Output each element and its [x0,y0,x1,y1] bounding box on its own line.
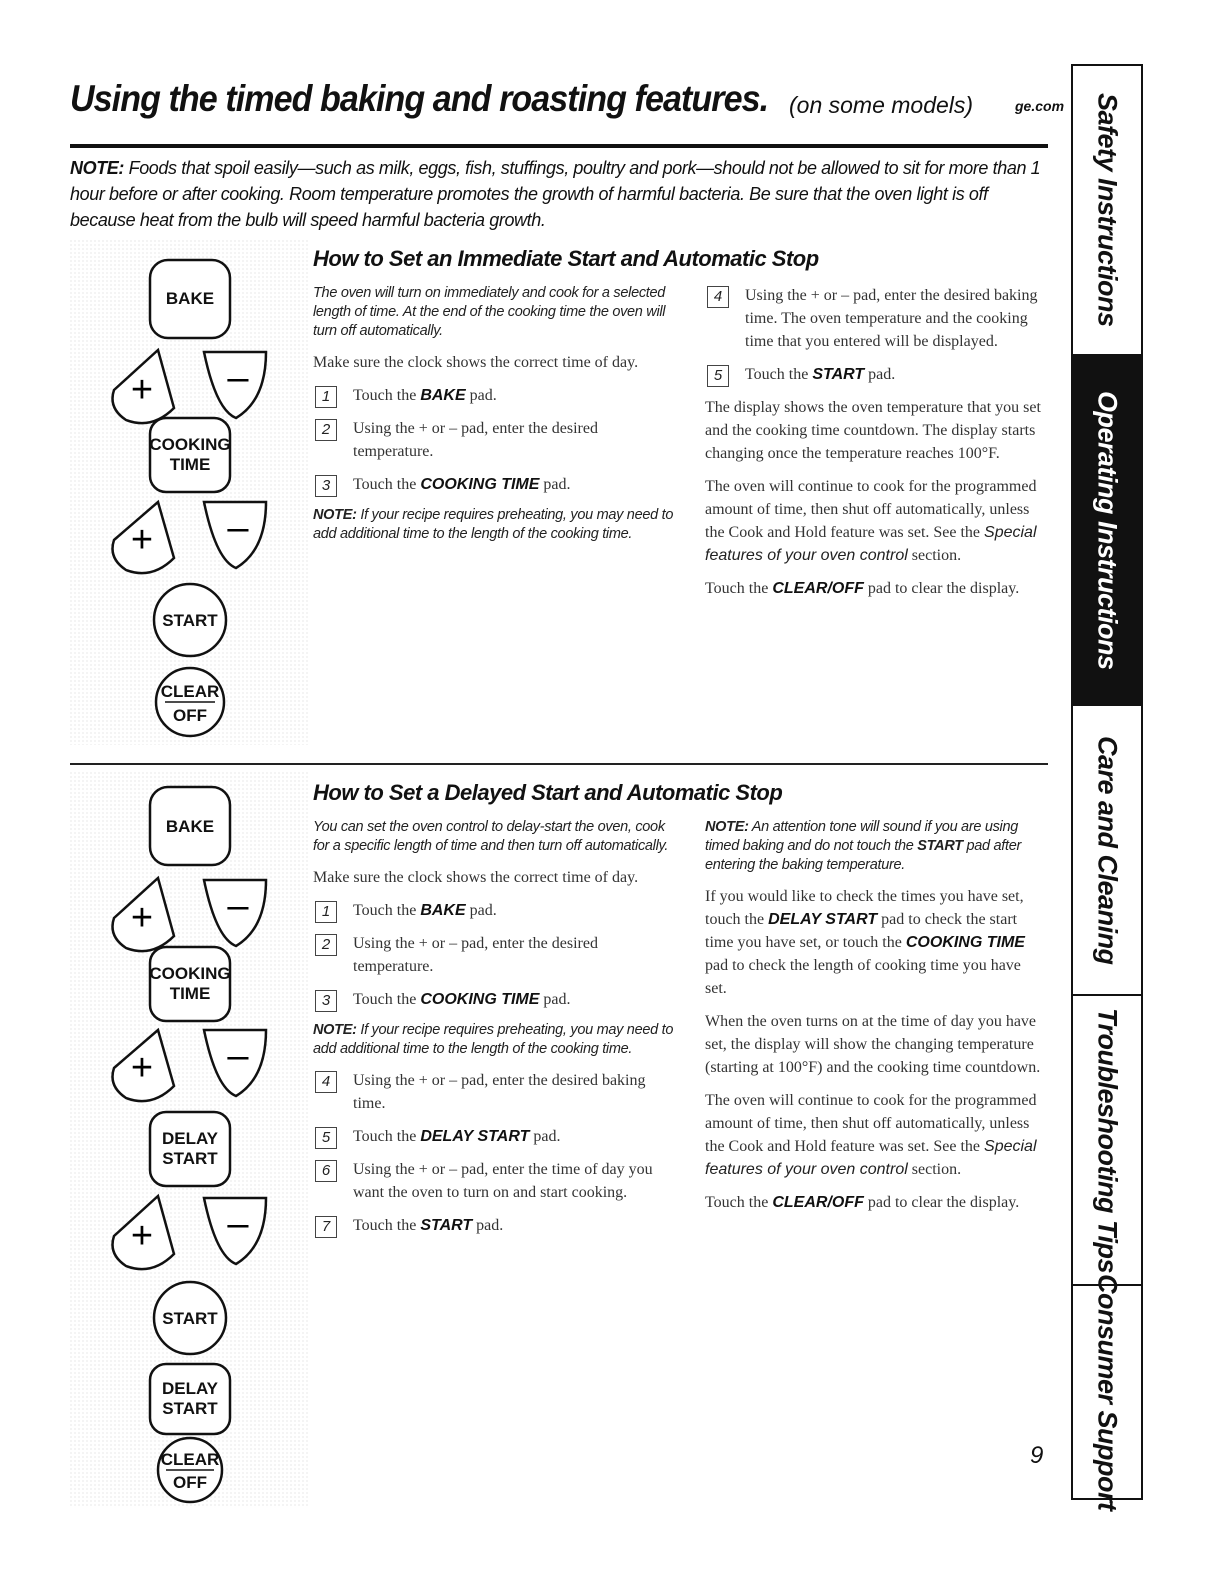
section2-attention-note: NOTE: An attention tone will sound if you are using timed baking and do not touch the START pad after entering the baking temperature. [705,819,1022,873]
tab-label: Safety Instructions [1092,93,1123,327]
section2-step-3: 3 Touch the COOKING TIME pad. [313,988,678,1011]
tab-safety-instructions[interactable] [1073,66,1141,356]
step-number: 7 [315,1216,337,1238]
svg-text:DELAY: DELAY [161,1379,219,1398]
svg-text:START: START [162,1309,218,1328]
svg-text:START: START [162,1399,218,1418]
section1-continue-text: The oven will continue to cook for the programmed amount of time, then shut off automatically, unless the Cook and Hold feature was set. See the Special features of your oven control section. [705,478,1037,564]
step-number: 5 [707,365,729,387]
page-title: Using the timed baking and roasting features. [70,78,769,119]
section2-note: NOTE: If your recipe requires preheating, you may need to add additional time to the length of the cooking time. [313,1022,674,1057]
svg-text:BAKE: BAKE [165,817,215,836]
section1-left-column [313,284,678,554]
section1-intro: The oven will turn on immediately and cook for a selected length of time. At the end of the cooking time the oven will turn off automatically. [313,285,666,339]
step-number: 6 [315,1160,337,1182]
svg-text:COOKING: COOKING [149,964,231,983]
section1-step-2: 2 Using the + or – pad, enter the desired temperature. [313,417,678,463]
cooking-time-pad [149,947,230,1021]
tab-label: Operating Instructions [1092,390,1123,670]
section1-clock-text: Make sure the clock shows the correct time of day. [313,354,639,371]
svg-text:+: + [130,897,154,939]
section2-step-2: 2 Using the + or – pad, enter the desired temperature. [313,932,678,978]
section1-heading: How to Set an Immediate Start and Automatic Stop [313,246,819,271]
bake-pad [150,787,230,865]
tab-operating-instructions[interactable] [1073,356,1141,706]
section-divider [70,763,1048,765]
section1-display-text: The display shows the oven temperature that you set and the cooking time countdown. The display starts changing once the temperature reaches 100°F. [705,399,1041,462]
svg-text:OFF: OFF [173,706,207,725]
tab-consumer-support[interactable] [1073,1273,1141,1511]
section1-note: NOTE: If your recipe requires preheating, you may need to add additional time to the length of the cooking time. [313,507,674,542]
section2-step-4: 4 Using the + or – pad, enter the desired baking time. [313,1069,678,1115]
svg-text:–: – [227,1203,249,1245]
step-number: 4 [315,1071,337,1093]
section2-right-column [705,818,1045,1224]
section1-step-4: 4 Using the + or – pad, enter the desired baking time. The oven temperature and the cooking time that you entered will be displayed. [705,284,1045,353]
header-rule [70,144,1048,148]
svg-text:START: START [162,611,218,630]
section2-when-text: When the oven turns on at the time of day you have set, the display will show the changing temperature (starting at 100°F) and the cooking time countdown. [705,1013,1041,1076]
bake-pad [150,260,230,338]
step-number: 4 [707,286,729,308]
section1-right-column [705,284,1045,610]
tab-label: Troubleshooting Tips [1092,1007,1123,1273]
section2-step-5: 5 Touch the DELAY START pad. [313,1125,678,1148]
svg-text:START: START [162,1149,218,1168]
sidebar-tabs [1071,64,1143,1511]
step-number: 2 [315,934,337,956]
section2-left-column [313,818,678,1247]
top-note-text: Foods that spoil easily—such as milk, eggs, fish, stuffings, poultry and pork—should not be allowed to sit for more than 1 hour before or after cooking. Room temperature promotes the growth of harmful bacteria. Be sure that the oven light is off because heat from the bulb will speed harmful bacteria growth. [70,158,1041,230]
svg-text:–: – [227,1035,249,1077]
section2-heading: How to Set a Delayed Start and Automatic Stop [313,780,783,805]
website-link[interactable]: ge.com [1015,98,1065,114]
cooking-time-pad [149,418,230,492]
section2-continue-text: The oven will continue to cook for the programmed amount of time, then shut off automatically, unless the Cook and Hold feature was set. See the Special features of your oven control section. [705,1092,1037,1178]
tab-troubleshooting-tips[interactable] [1073,996,1141,1286]
step-number: 1 [315,901,337,923]
svg-text:TIME: TIME [169,455,211,474]
svg-text:DELAY: DELAY [161,1129,219,1148]
svg-text:+: + [130,369,154,411]
section1-step-3: 3 Touch the COOKING TIME pad. [313,473,678,496]
section1-step-1: 1 Touch the BAKE pad. [313,384,678,407]
top-note-label: NOTE: [70,158,124,178]
section2-clear-text: Touch the CLEAR/OFF pad to clear the display. [705,1194,1020,1211]
section2-clock-text: Make sure the clock shows the correct time of day. [313,869,639,886]
section2-check-text: If you would like to check the times you have set, touch the DELAY START pad to check the start time you have set, or touch the COOKING TIME pad to check the length of cooking time you have set. [705,888,1025,997]
step-number: 2 [315,419,337,441]
section2-intro: You can set the oven control to delay-start the oven, cook for a specific length of time and then turn off automatically. [313,819,669,854]
step-number: 3 [315,475,337,497]
tab-label: Consumer Support [1092,1273,1123,1511]
svg-text:+: + [130,1215,154,1257]
step-number: 3 [315,990,337,1012]
section2-step-7: 7 Touch the START pad. [313,1214,678,1237]
svg-text:CLEAR: CLEAR [160,682,220,701]
start-pad [154,584,226,656]
svg-text:BAKE: BAKE [165,289,215,308]
delay-start-pad [150,1364,230,1434]
section1-clear-text: Touch the CLEAR/OFF pad to clear the display. [705,580,1020,597]
top-note [70,155,1050,233]
svg-text:TIME: TIME [169,984,211,1003]
svg-text:–: – [227,885,249,927]
svg-text:+: + [130,519,154,561]
svg-text:+: + [130,1047,154,1089]
svg-text:–: – [227,357,249,399]
section1-step-5: 5 Touch the START pad. [705,363,1045,386]
svg-text:COOKING: COOKING [149,435,231,454]
tab-label: Care and Cleaning [1092,735,1123,965]
step-number: 5 [315,1127,337,1149]
delay-start-pad [150,1112,230,1186]
page-header [70,78,1065,120]
tab-care-and-cleaning[interactable] [1073,706,1141,996]
section2-step-6: 6 Using the + or – pad, enter the time of day you want the oven to turn on and start cooking. [313,1158,678,1204]
section1-pad-illustration [70,240,310,745]
clear-off-pad [156,668,224,736]
page-subtitle: (on some models) [789,92,974,118]
svg-text:–: – [227,507,249,549]
svg-text:OFF: OFF [173,1473,207,1492]
step-number: 1 [315,386,337,408]
section2-pad-illustration [70,772,310,1507]
clear-off-pad [158,1438,222,1502]
section2-step-1: 1 Touch the BAKE pad. [313,899,678,922]
page-number: 9 [1030,1442,1044,1469]
start-pad [154,1282,226,1354]
svg-text:CLEAR: CLEAR [160,1450,220,1469]
